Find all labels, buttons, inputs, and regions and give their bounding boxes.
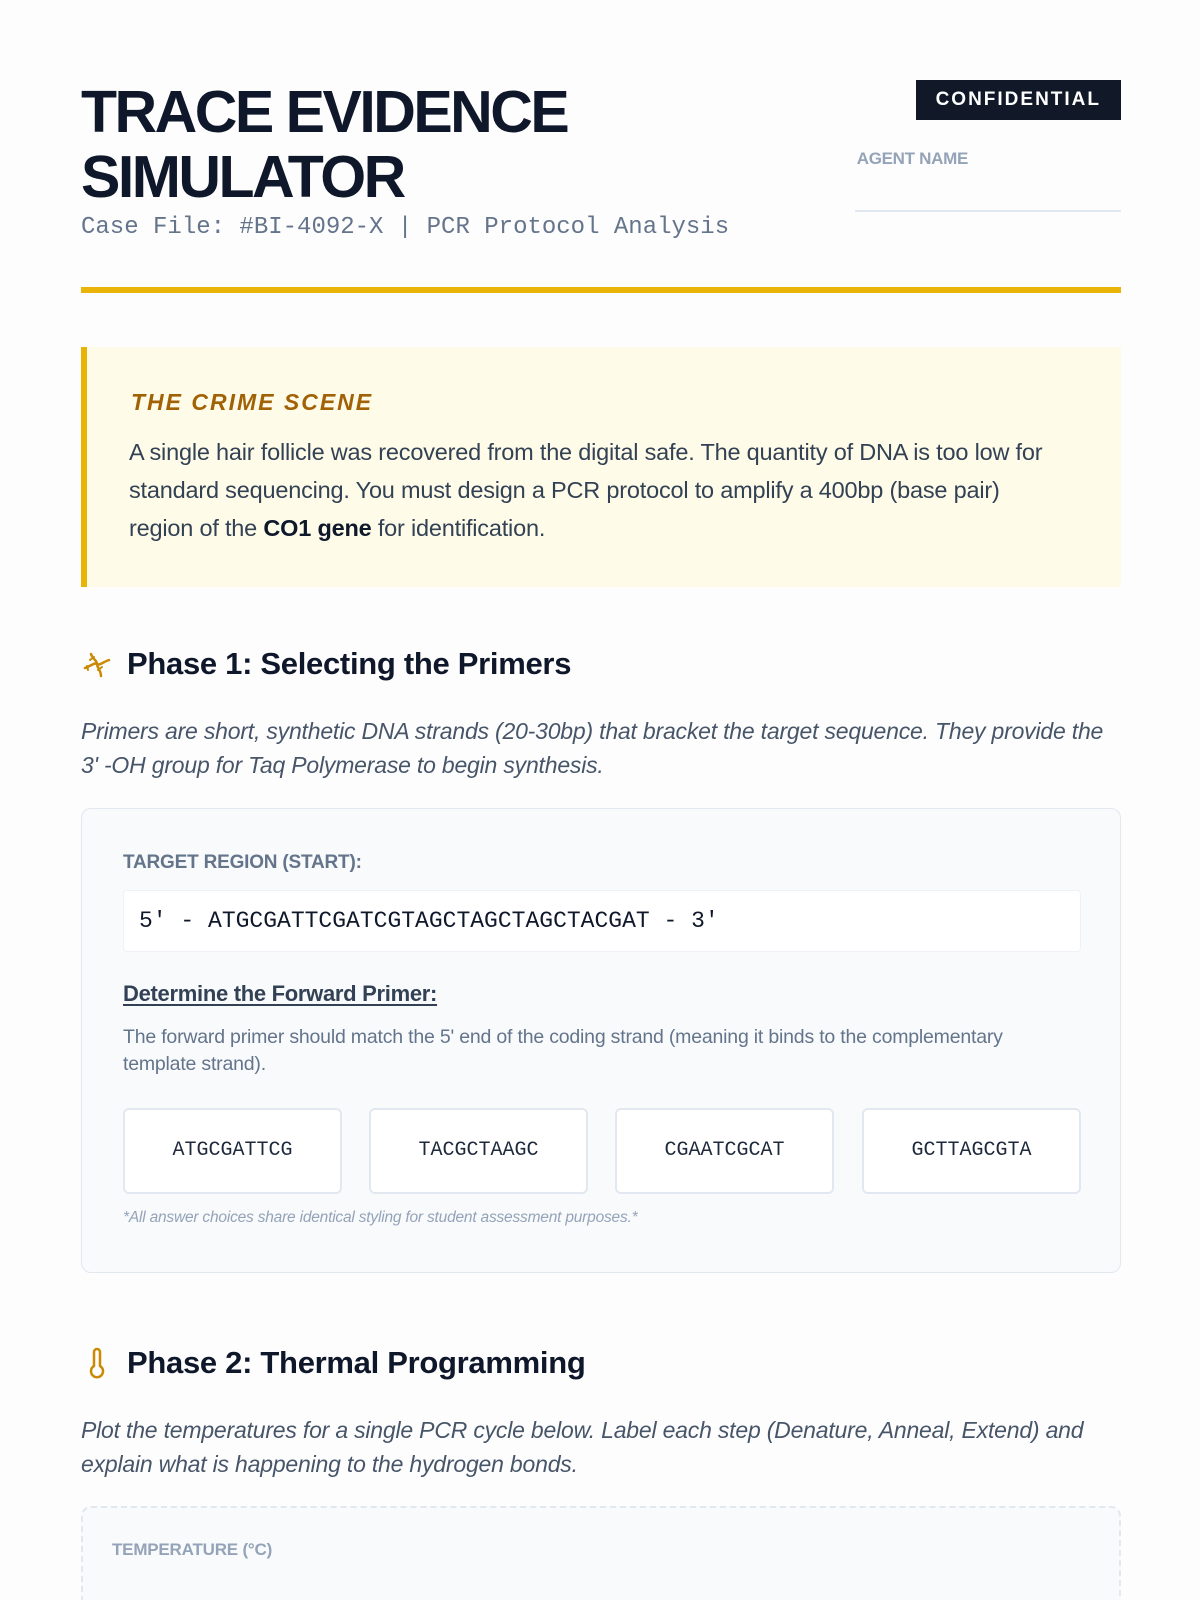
scene-text-end: for identification.: [371, 515, 546, 541]
header-divider: [81, 287, 1121, 293]
options-note: *All answer choices share identical styling for student assessment purposes.*: [123, 1209, 638, 1226]
primer-option-a[interactable]: ATGCGATTCG: [123, 1108, 342, 1194]
primer-option-c[interactable]: CGAATCGCAT: [615, 1108, 834, 1194]
forward-primer-description: The forward primer should match the 5' end of the coding strand (meaning it binds to the complementary template strand).: [123, 1026, 1003, 1075]
primer-card: [81, 808, 1121, 1273]
title-line-2: SIMULATOR: [81, 144, 404, 210]
agent-name-field[interactable]: [855, 210, 1121, 212]
thermometer-icon: [81, 1347, 113, 1379]
scene-gene-name: CO1 gene: [263, 515, 372, 541]
primer-option-d[interactable]: GCTTAGCGTA: [862, 1108, 1081, 1194]
crime-scene-callout: [81, 347, 1121, 587]
crime-scene-title: THE CRIME SCENE: [131, 389, 374, 415]
phase-1-heading: [81, 644, 571, 684]
header: [81, 80, 1121, 295]
target-region-label: TARGET REGION (START):: [123, 852, 362, 873]
forward-primer-title: Determine the Forward Primer:: [123, 981, 438, 1006]
temperature-graph-area[interactable]: [81, 1506, 1121, 1600]
confidential-badge: CONFIDENTIAL: [916, 80, 1121, 120]
phase-2-lead: Plot the temperatures for a single PCR cycle below. Label each step (Denature, Anneal, Extend) and explain what is happening to the hydrogen bonds.: [81, 1417, 1084, 1477]
temperature-axis-label: TEMPERATURE (°C): [112, 1540, 273, 1559]
primer-options: [123, 1108, 1081, 1194]
page-title: [81, 80, 567, 210]
agent-name-label: AGENT NAME: [856, 149, 968, 168]
phase-1-title: Phase 1: Selecting the Primers: [127, 646, 572, 681]
scene-text-start: A single hair follicle was recovered from the digital safe. The quantity of DNA is too low for standard sequencing. You must design a PCR protocol to amplify a 400bp (base pair) region of the: [129, 439, 1043, 541]
crime-scene-text: [129, 433, 1049, 547]
target-sequence: 5' - ATGCGATTCGATCGTAGCTAGCTAGCTACGAT - 3': [123, 890, 1081, 952]
phase-2-heading: [81, 1343, 585, 1383]
phase-1-lead: Primers are short, synthetic DNA strands (20-30bp) that bracket the target sequence. They provide the 3' -OH group for Taq Polymerase to begin synthesis.: [81, 718, 1104, 778]
dna-icon: [81, 648, 113, 680]
case-file-line: Case File: #BI-4092-X | PCR Protocol Analysis: [81, 214, 730, 241]
title-line-1: TRACE EVIDENCE: [81, 79, 568, 145]
phase-2-title: Phase 2: Thermal Programming: [127, 1345, 586, 1380]
primer-option-b[interactable]: TACGCTAAGC: [369, 1108, 588, 1194]
